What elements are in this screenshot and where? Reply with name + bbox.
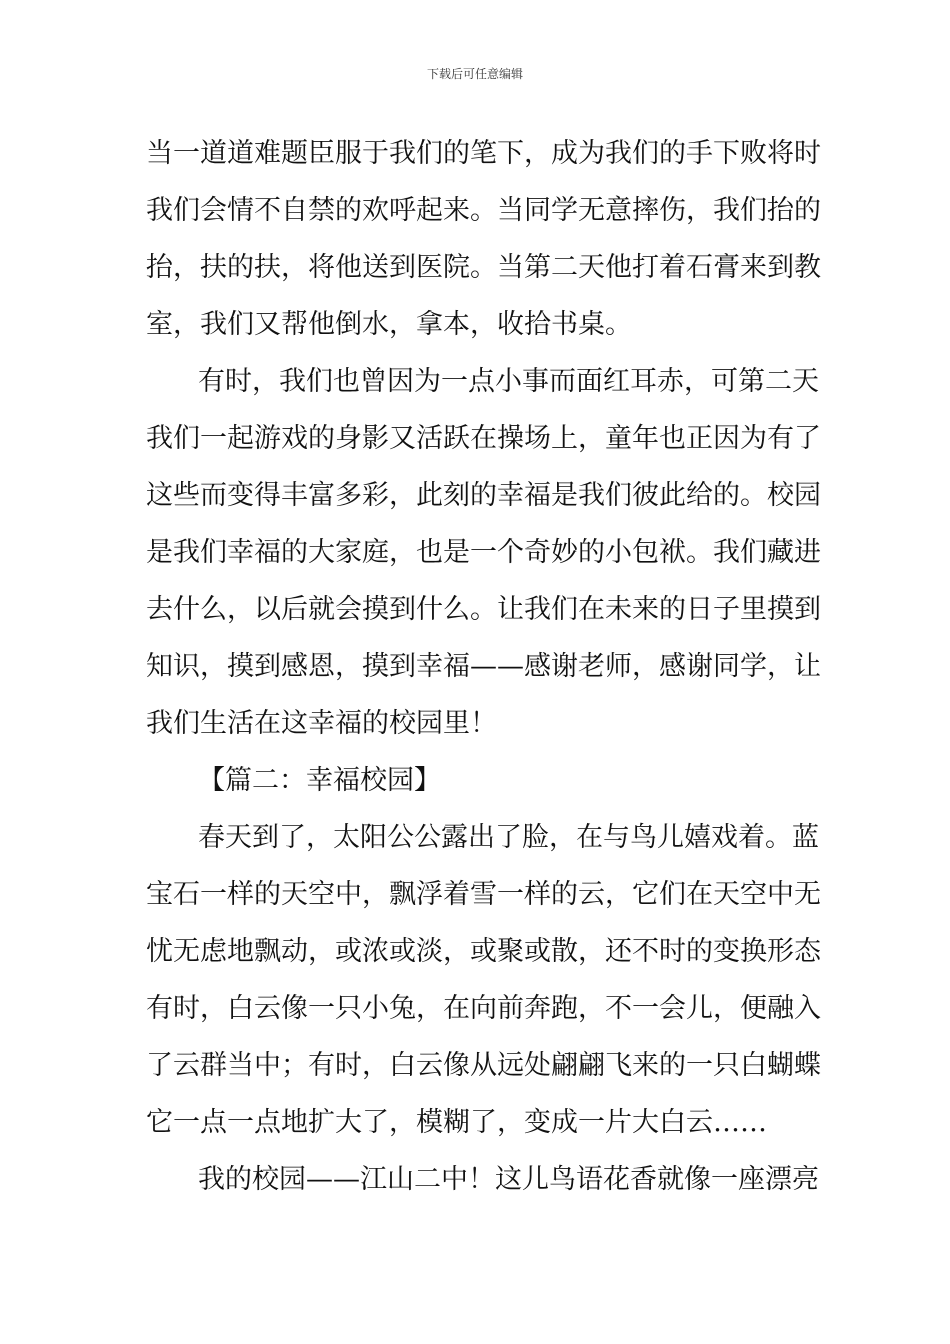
text-line: 它一点一点地扩大了，模糊了，变成一片大白云…… bbox=[146, 1107, 767, 1138]
text-line: 我们生活在这幸福的校园里！ bbox=[146, 708, 497, 739]
page-header: 下载后可任意编辑 bbox=[426, 67, 523, 81]
paragraph-start-line: 我的校园——江山二中！这儿鸟语花香就像一座漂亮 bbox=[198, 1164, 819, 1195]
document-body bbox=[146, 125, 821, 1208]
text-line: 有时，白云像一只小兔，在向前奔跑，不一会儿，便融入 bbox=[146, 993, 821, 1024]
text-line: 当一道道难题臣服于我们的笔下，成为我们的手下败将时 bbox=[146, 138, 821, 169]
text-line: 去什么，以后就会摸到什么。让我们在未来的日子里摸到 bbox=[146, 594, 821, 625]
paragraph-start-line: 有时，我们也曾因为一点小事而面红耳赤，可第二天 bbox=[198, 366, 819, 397]
text-line: 忧无虑地飘动，或浓或淡，或聚或散，还不时的变换形态 bbox=[146, 936, 821, 967]
text-line: 我们会情不自禁的欢呼起来。当同学无意摔伤，我们抬的 bbox=[146, 195, 821, 226]
text-line: 室，我们又帮他倒水，拿本，收拾书桌。 bbox=[146, 309, 632, 340]
text-line: 了云群当中；有时，白云像从远处翩翩飞来的一只白蝴蝶 bbox=[146, 1050, 821, 1081]
text-line: 这些而变得丰富多彩，此刻的幸福是我们彼此给的。校园 bbox=[146, 480, 821, 511]
paragraph-start-line: 春天到了，太阳公公露出了脸，在与鸟儿嬉戏着。蓝 bbox=[198, 822, 819, 853]
text-line: 我们一起游戏的身影又活跃在操场上，童年也正因为有了 bbox=[146, 423, 821, 454]
text-line: 抬，扶的扶，将他送到医院。当第二天他打着石膏来到教 bbox=[146, 252, 821, 283]
text-line: 宝石一样的天空中，飘浮着雪一样的云，它们在天空中无 bbox=[146, 879, 821, 910]
text-line: 知识，摸到感恩，摸到幸福——感谢老师，感谢同学，让 bbox=[146, 651, 821, 682]
text-line: 是我们幸福的大家庭，也是一个奇妙的小包袱。我们藏进 bbox=[146, 537, 821, 568]
section-heading: 【篇二：幸福校园】 bbox=[198, 765, 441, 796]
